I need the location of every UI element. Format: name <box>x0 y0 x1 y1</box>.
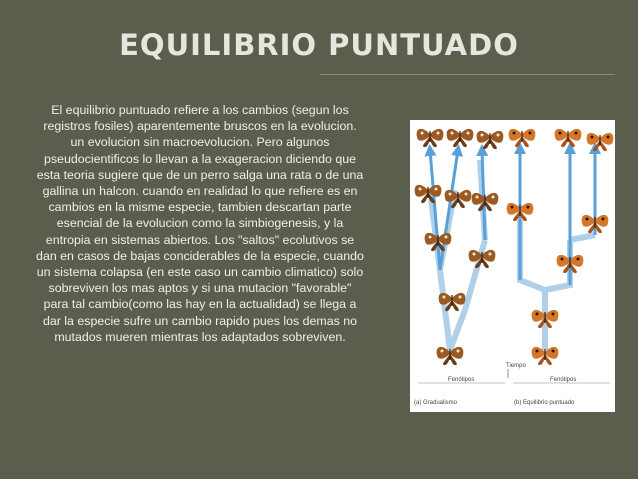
caption-gradualism: (a) Gradualismo <box>414 400 458 406</box>
caption-punctuated: (b) Equilibrio puntuado <box>514 400 575 406</box>
butterfly-icon <box>447 129 474 147</box>
slide-title: EQUILIBRIO PUNTUADO <box>119 28 519 62</box>
title-divider <box>320 74 615 75</box>
butterfly-icon <box>509 129 536 147</box>
butterfly-icon <box>532 347 559 365</box>
butterfly-icon <box>469 250 496 268</box>
butterfly-icon <box>555 129 582 147</box>
evolution-diagram-image <box>410 120 615 412</box>
evolution-diagram-svg <box>410 120 615 412</box>
butterfly-icon <box>417 129 444 147</box>
right-phenotype-label: Fenótipos <box>550 377 577 383</box>
time-axis-label: Tiempo <box>506 363 526 369</box>
butterfly-icon <box>437 347 464 365</box>
punctuated-tree <box>520 220 595 350</box>
slide-body-text: El equilibrio puntuado refiere a los cambios (segun los registros fosiles) aparentemente bruscos en la evolucion. un evolucion sin macroevolucion. Pero algunos pseudocientificos lo llevan a la exageracion diciendo que esta teoria sugiere que de un perro salga una rata o de una gallina un halcon. cuando en realidad lo que refiere es en cambios en la misme especie, tambien descartan parte esencial de la evolucion como la simbiogenesis, y la entropia en sistemas abiertos. Los "saltos" ecolutivos se dan en casos de bajas conciderables de la especie, cuando un sistema colapsa (en este caso un cambio climatico) solo sobreviven los mas aptos y si una mutacion "favorable" para tal cambio(como las hay en la actualidad) se llega a dar la especie sufre un cambio rapido pues los demas no mutados mueren mientras los adaptados sobreviven. <box>36 103 364 344</box>
butterfly-icon <box>415 185 442 203</box>
butterfly-icon <box>587 133 614 151</box>
butterfly-icon <box>477 131 504 149</box>
left-phenotype-label: Fenótipos <box>448 377 475 383</box>
